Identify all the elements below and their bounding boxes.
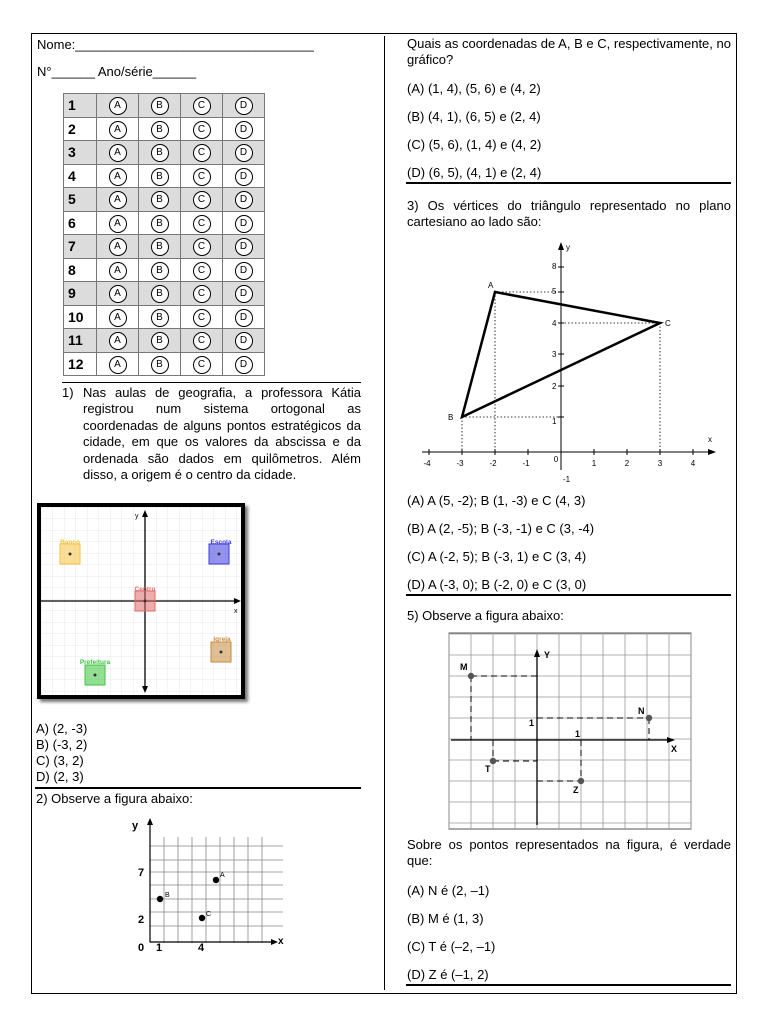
answer-bubble-d[interactable]: D [235,238,253,256]
answer-row [64,329,265,353]
map-place-label: Prefeitura [79,659,111,666]
q2-point-b-label: B [165,892,170,899]
answer-bubble-c[interactable]: C [193,238,211,256]
q3-y-tick: 5 [552,287,557,296]
answer-sheet [63,93,265,376]
vertex-c-label: C [665,319,671,328]
q5-label-n: N [638,706,645,716]
answer-cell [181,235,223,259]
map-place-label: Igreja [213,636,231,643]
q5-y-label: Y [544,650,551,660]
answer-cell [181,117,223,141]
answer-cell [97,258,139,282]
answer-bubble-b[interactable]: B [151,332,169,350]
answer-cell [97,117,139,141]
q1-number: 1) [62,385,74,400]
answer-bubble-b[interactable]: B [151,168,169,186]
q2-y-label: y [132,820,139,832]
answer-cell [181,305,223,329]
answer-row-number: 1 [64,94,97,118]
q5-grid [449,633,691,829]
answer-cell [223,352,265,376]
answer-bubble-d[interactable]: D [235,215,253,233]
q2-prompt: 2) Observe a figura abaixo: [36,791,193,806]
q2-graph [128,815,290,955]
q3-option-a[interactable]: (A) A (5, -2); B (1, -3) e C (4, 3) [407,493,586,508]
q2-point-a-label: A [220,872,225,879]
answer-bubble-c[interactable]: C [193,356,211,374]
q2-tick-y7: 7 [138,867,145,879]
answer-row-number: 4 [64,164,97,188]
q2-option-c[interactable]: (C) (5, 6), (1, 4) e (4, 2) [407,137,542,152]
answer-cell [97,188,139,212]
answer-cell [181,164,223,188]
answer-row [64,235,265,259]
column-divider [384,36,385,990]
q1-option-c[interactable]: C) (3, 2) [36,753,84,768]
answer-bubble-d[interactable]: D [235,97,253,115]
q3-y-tick: 8 [552,262,557,271]
q3-y-tick: 2 [552,382,557,391]
answer-cell [139,329,181,353]
answer-bubble-b[interactable]: B [151,144,169,162]
answer-row [64,258,265,282]
answer-bubble-c[interactable]: C [193,144,211,162]
answer-bubble-a[interactable]: A [109,144,127,162]
map-place-dot [220,651,223,654]
answer-bubble-c[interactable]: C [193,332,211,350]
q2-question: Quais as coordenadas de A, B e C, respectivamente, no gráfico? [407,36,731,67]
answer-bubble-b[interactable]: B [151,356,169,374]
answer-cell [97,282,139,306]
q2-point-b [157,896,163,902]
answer-cell [223,141,265,165]
answer-bubble-c[interactable]: C [193,168,211,186]
q3-x-tick: 2 [624,459,630,468]
q3-y-tick: 1 [552,417,557,426]
answer-cell [181,141,223,165]
q3-x-tick: -1 [522,459,530,468]
q2-option-d[interactable]: (D) (6, 5), (4, 1) e (2, 4) [407,165,542,180]
answer-cell [139,305,181,329]
answer-row-number: 9 [64,282,97,306]
answer-row [64,164,265,188]
answer-bubble-d[interactable]: D [235,332,253,350]
answer-cell [181,188,223,212]
answer-row [64,188,265,212]
answer-bubble-b[interactable]: B [151,309,169,327]
answer-cell [181,94,223,118]
q3-x-tick: -3 [456,459,464,468]
q5-point-n [646,715,652,721]
q3-x-tick: -2 [489,459,497,468]
answer-bubble-a[interactable]: A [109,356,127,374]
answer-row [64,94,265,118]
map-place-label: Banco [60,539,80,546]
city-map [37,503,245,699]
answer-cell [223,94,265,118]
q3-y-label: y [566,243,570,252]
q2-tick-x4: 4 [198,942,205,954]
answer-bubble-a[interactable]: A [109,238,127,256]
q3-option-b[interactable]: (B) A (2, -5); B (-3, -1) e C (3, -4) [407,521,595,536]
q5-tick-y1: 1 [529,718,535,728]
answer-cell [223,329,265,353]
map-place-dot [144,600,147,603]
answer-cell [223,164,265,188]
answer-bubble-b[interactable]: B [151,215,169,233]
q2-point-a [213,877,219,883]
q1-separator [62,382,361,383]
map-place-dot [69,553,72,556]
q1-text: Nas aulas de geografia, a professora Kátia registrou num sistema ortogonal as coordenadas de alguns pontos estratégicos da cidade, em que os valores da abscissa e da ordenada são dados em quilômetros. Além disso, a origem é o centro da cidade. [83,385,361,483]
answer-cell [139,117,181,141]
answer-cell [223,188,265,212]
answer-bubble-c[interactable]: C [193,215,211,233]
q1-option-d[interactable]: D) (2, 3) [36,769,84,784]
answer-cell [181,211,223,235]
q5-separator [406,594,731,596]
answer-cell [97,141,139,165]
map-place-dot [218,553,221,556]
map-x-label: x [234,608,238,615]
q5-tick-x1: 1 [575,729,581,739]
q5-label-m: M [460,662,468,672]
answer-row-number: 2 [64,117,97,141]
q5-option-a[interactable]: (A) N é (2, –1) [407,883,490,898]
answer-bubble-d[interactable]: D [235,309,253,327]
answer-cell [223,211,265,235]
answer-cell [223,117,265,141]
q3-option-c[interactable]: (C) A (-2, 5); B (-3, 1) e C (3, 4) [407,549,587,564]
q2-option-b[interactable]: (B) (4, 1), (6, 5) e (2, 4) [407,109,541,124]
answer-cell [97,164,139,188]
answer-cell [139,141,181,165]
vertex-a-label: A [488,281,494,290]
answer-row-number: 12 [64,352,97,376]
q3-x-tick: 4 [690,459,696,468]
answer-cell [139,164,181,188]
q1-option-a[interactable]: A) (2, -3) [36,721,88,736]
answer-row [64,282,265,306]
answer-row [64,352,265,376]
answer-cell [139,94,181,118]
q5-end-separator [406,984,731,986]
answer-bubble-a[interactable]: A [109,262,127,280]
answer-bubble-a[interactable]: A [109,309,127,327]
answer-bubble-d[interactable]: D [235,285,253,303]
answer-cell [97,352,139,376]
answer-row-number: 7 [64,235,97,259]
answer-bubble-a[interactable]: A [109,168,127,186]
answer-bubble-b[interactable]: B [151,262,169,280]
answer-cell [97,94,139,118]
map-place-label: Escola [210,539,232,546]
answer-row-number: 8 [64,258,97,282]
answer-bubble-d[interactable]: D [235,191,253,209]
answer-row [64,141,265,165]
answer-bubble-d[interactable]: D [235,168,253,186]
answer-cell [97,305,139,329]
q3-y-tick: 4 [552,319,557,328]
answer-bubble-b[interactable]: B [151,97,169,115]
q3-option-d[interactable]: (D) A (-3, 0); B (-2, 0) e C (3, 0) [407,577,587,592]
answer-bubble-c[interactable]: C [193,121,211,139]
q2-tick-y2: 2 [138,914,145,926]
map-place-dot [94,674,97,677]
answer-row-number: 10 [64,305,97,329]
answer-cell [181,282,223,306]
q5-x-label: X [671,744,678,754]
answer-cell [181,352,223,376]
answer-row-number: 11 [64,329,97,353]
answer-bubble-a[interactable]: A [109,97,127,115]
answer-cell [139,211,181,235]
map-y-label: y [135,513,139,520]
answer-row-number: 3 [64,141,97,165]
answer-row [64,117,265,141]
answer-cell [97,235,139,259]
q5-point-t [490,758,496,764]
answer-bubble-c[interactable]: C [193,262,211,280]
answer-row-number: 5 [64,188,97,212]
answer-cell [223,258,265,282]
answer-cell [223,235,265,259]
q5-option-d[interactable]: (D) Z é (–1, 2) [407,967,489,982]
answer-bubble-b[interactable]: B [151,285,169,303]
answer-bubble-b[interactable]: B [151,191,169,209]
q3-y-tick: -1 [563,475,571,484]
q5-prompt: 5) Observe a figura abaixo: [407,608,564,623]
q3-x-tick: -4 [423,459,431,468]
answer-cell [139,352,181,376]
answer-bubble-b[interactable]: B [151,238,169,256]
q3-text: 3) Os vértices do triângulo representado no plano cartesiano ao lado são: [407,198,731,229]
q2-x-label: x [278,936,284,947]
answer-cell [139,188,181,212]
answer-bubble-a[interactable]: A [109,191,127,209]
q2-option-a[interactable]: (A) (1, 4), (5, 6) e (4, 2) [407,81,541,96]
answer-bubble-c[interactable]: C [193,285,211,303]
answer-row-number: 6 [64,211,97,235]
q3-x-label: x [708,435,712,444]
vertex-b-label: B [448,413,454,422]
q2-point-c-label: C [206,911,212,918]
q2-separator [35,787,361,789]
answer-cell [139,258,181,282]
name-field[interactable]: Nome:_________________________________ [37,37,314,52]
q3-x-tick: 0 [553,455,559,464]
q5-option-c[interactable]: (C) T é (–2, –1) [407,939,496,954]
q3-x-tick: 3 [657,459,663,468]
q2-tick-0: 0 [138,942,145,954]
answer-bubble-a[interactable]: A [109,215,127,233]
answer-bubble-a[interactable]: A [109,121,127,139]
map-place-label: Centro [134,586,156,593]
answer-cell [97,329,139,353]
answer-cell [181,329,223,353]
answer-bubble-d[interactable]: D [235,356,253,374]
answer-cell [181,258,223,282]
answer-row [64,211,265,235]
q3-plot [416,238,722,484]
answer-bubble-c[interactable]: C [193,191,211,209]
answer-bubble-c[interactable]: C [193,309,211,327]
q5-label-t: T [485,764,491,774]
answer-bubble-a[interactable]: A [109,285,127,303]
q2-point-c [199,915,205,921]
answer-cell [139,235,181,259]
q3-y-tick: 3 [552,350,557,359]
answer-bubble-d[interactable]: D [235,262,253,280]
q5-question: Sobre os pontos representados na figura, é verdade que: [407,837,731,868]
q3-separator [406,182,731,184]
answer-cell [139,282,181,306]
answer-cell [97,211,139,235]
answer-bubble-c[interactable]: C [193,97,211,115]
number-grade-field[interactable]: N°______ Ano/série______ [37,64,197,79]
q3-x-tick: 1 [591,459,597,468]
answer-cell [223,282,265,306]
q5-point-z [578,778,584,784]
answer-bubble-d[interactable]: D [235,121,253,139]
q1-option-b[interactable]: B) (-3, 2) [36,737,88,752]
city-map-plot [41,507,241,695]
q2-tick-x1: 1 [156,942,163,954]
answer-cell [223,305,265,329]
q5-label-z: Z [573,785,579,795]
q5-option-b[interactable]: (B) M é (1, 3) [407,911,484,926]
answer-bubble-d[interactable]: D [235,144,253,162]
answer-row [64,305,265,329]
answer-bubble-a[interactable]: A [109,332,127,350]
q5-point-m [468,673,474,679]
answer-bubble-b[interactable]: B [151,121,169,139]
